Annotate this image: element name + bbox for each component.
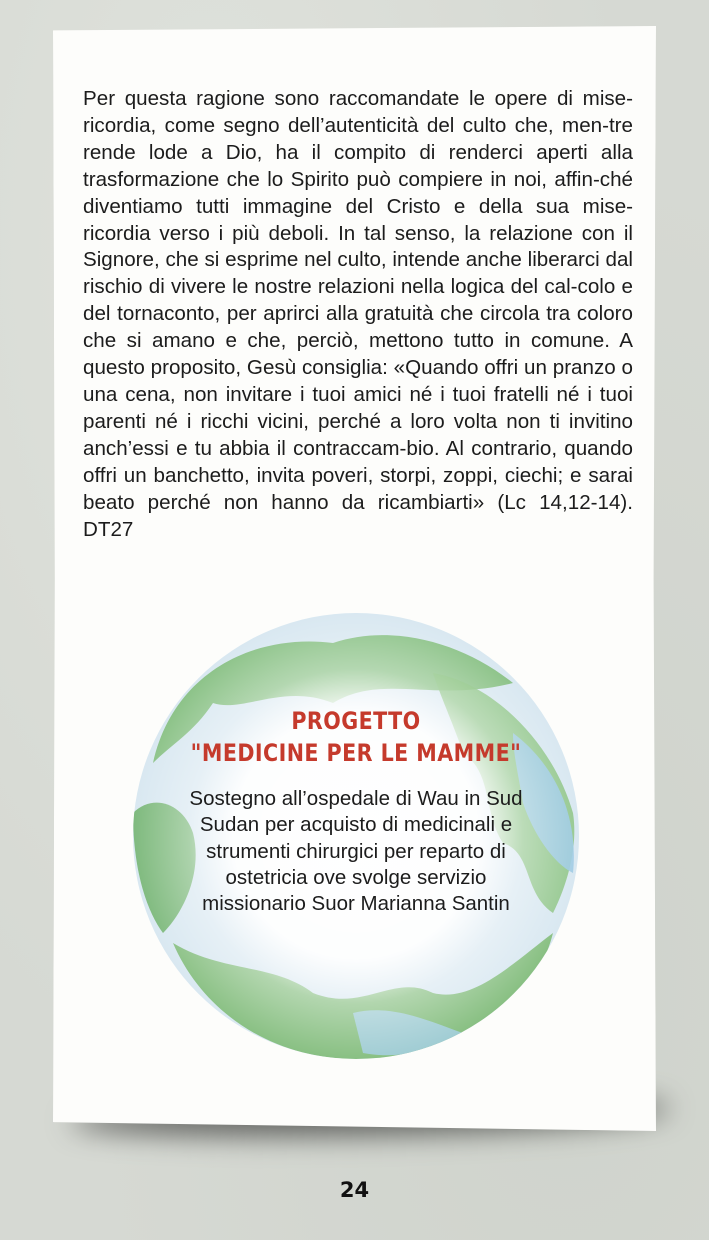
page-number: 24 [339,1178,370,1202]
project-circle [133,613,579,1059]
body-paragraph: Per questa ragione sono raccomandate le opere di mise-ricordia, come segno dell’autenticità del culto che, men-tre rende lode a Dio, ha il compito di renderci aperti alla trasformazione che lo Spirito può compiere in noi, affin-ché diventiamo tutti immagine del Cristo e della sua mise-ricordia verso i più deboli. In tal senso, la relazione con il Signore, che si esprime nel culto, intende anche liberarci dal rischio di vivere le nostre relazioni nella logica del cal-colo e del tornaconto, per aprirci alla gratuità che circola tra coloro che si amano e che, perciò, mettono tutto in comune. A questo proposito, Gesù consiglia: «Quando offri un pranzo o una cena, non invitare i tuoi amici né i tuoi fratelli né i tuoi parenti né i ricchi vicini, perché a loro volta non ti invitino anch’essi e tu abbia il contraccam-bio. Al contrario, quando offri un banchetto, invita poveri, storpi, zoppi, ciechi; e sarai beato perché non hanno da ricambiarti» (Lc 14,12-14). DT27 [83,87,633,541]
project-title-line2: "MEDICINE PER LE MAMME" [190,739,522,767]
project-description: Sostegno all’ospedale di Wau in Sud Sudan per acquisto di medicinali e strumenti chirurgici per reparto di ostetricia ove svolge servizio missionario Suor Marianna Santin [189,787,523,916]
project-title [164,705,548,769]
project-title-line1: PROGETTO [291,707,421,735]
